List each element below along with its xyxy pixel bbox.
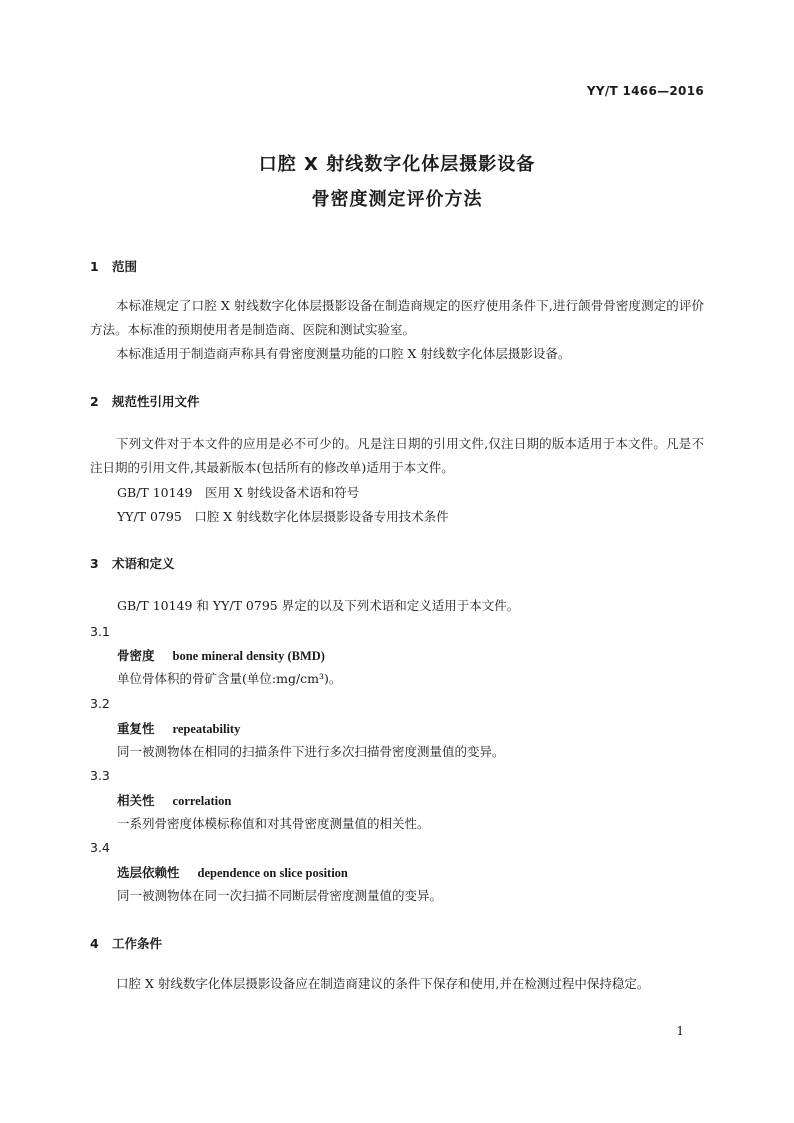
term-name [117, 646, 325, 664]
term-definition: 单位骨体积的骨矿含量(单位:mg/cm³)。 [117, 671, 342, 686]
section-number: 2 [90, 394, 99, 409]
term-definition: 同一被测物体在相同的扫描条件下进行多次扫描骨密度测量值的变异。 [117, 744, 505, 759]
term-name [117, 863, 348, 881]
term-en: correlation [172, 794, 232, 808]
section-3-heading [90, 554, 175, 572]
section-title: 范围 [112, 259, 138, 274]
section-title: 工作条件 [112, 936, 163, 951]
page-number: 1 [676, 1024, 684, 1038]
normative-reference-1: GB/T 10149 医用 X 射线设备术语和符号 [117, 485, 360, 500]
term-zh: 重复性 [117, 721, 155, 736]
term-zh: 相关性 [117, 793, 155, 808]
term-name [117, 791, 231, 809]
section-1-heading [90, 257, 137, 275]
document-title-line1: 口腔 X 射线数字化体层摄影设备 [258, 154, 536, 175]
document-title-line2: 骨密度测定评价方法 [311, 189, 483, 210]
section-1-paragraph-2: 本标准适用于制造商声称具有骨密度测量功能的口腔 X 射线数字化体层摄影设备。 [116, 346, 571, 361]
term-definition: 同一被测物体在同一次扫描不同断层骨密度测量值的变异。 [117, 888, 443, 903]
standard-number: YY/T 1466—2016 [586, 84, 704, 98]
term-zh: 选层依赖性 [117, 865, 180, 880]
section-number: 1 [90, 259, 99, 274]
section-1-paragraph-1: 本标准规定了口腔 X 射线数字化体层摄影设备在制造商规定的医疗使用条件下,进行颌骨骨密度测定的评价方法。本标准的预期使用者是制造商、医院和测试实验室。 [90, 298, 704, 337]
term-name [117, 719, 240, 737]
normative-reference-2: YY/T 0795 口腔 X 射线数字化体层摄影设备专用技术条件 [117, 509, 449, 524]
section-number: 4 [90, 936, 99, 951]
section-title: 术语和定义 [112, 556, 175, 571]
section-number: 3 [90, 556, 99, 571]
term-zh: 骨密度 [117, 648, 155, 663]
section-4-paragraph-1: 口腔 X 射线数字化体层摄影设备应在制造商建议的条件下保存和使用,并在检测过程中保持稳定。 [116, 976, 650, 991]
term-en: bone mineral density (BMD) [172, 649, 325, 663]
term-en: repeatability [172, 722, 241, 736]
term-definition: 一系列骨密度体模标称值和对其骨密度测量值的相关性。 [117, 816, 430, 831]
term-number: 3.4 [90, 840, 110, 855]
section-title: 规范性引用文件 [112, 394, 200, 409]
term-number: 3.3 [90, 768, 110, 783]
term-number: 3.2 [90, 696, 110, 711]
section-3-intro: GB/T 10149 和 YY/T 0795 界定的以及下列术语和定义适用于本文件。 [117, 598, 520, 613]
term-en: dependence on slice position [197, 866, 348, 880]
section-2-paragraph-1: 下列文件对于本文件的应用是必不可少的。凡是注日期的引用文件,仅注日期的版本适用于本文件。凡是不注日期的引用文件,其最新版本(包括所有的修改单)适用于本文件。 [90, 436, 704, 475]
term-number: 3.1 [90, 624, 110, 639]
section-2-heading [90, 392, 200, 410]
section-4-heading [90, 934, 162, 952]
